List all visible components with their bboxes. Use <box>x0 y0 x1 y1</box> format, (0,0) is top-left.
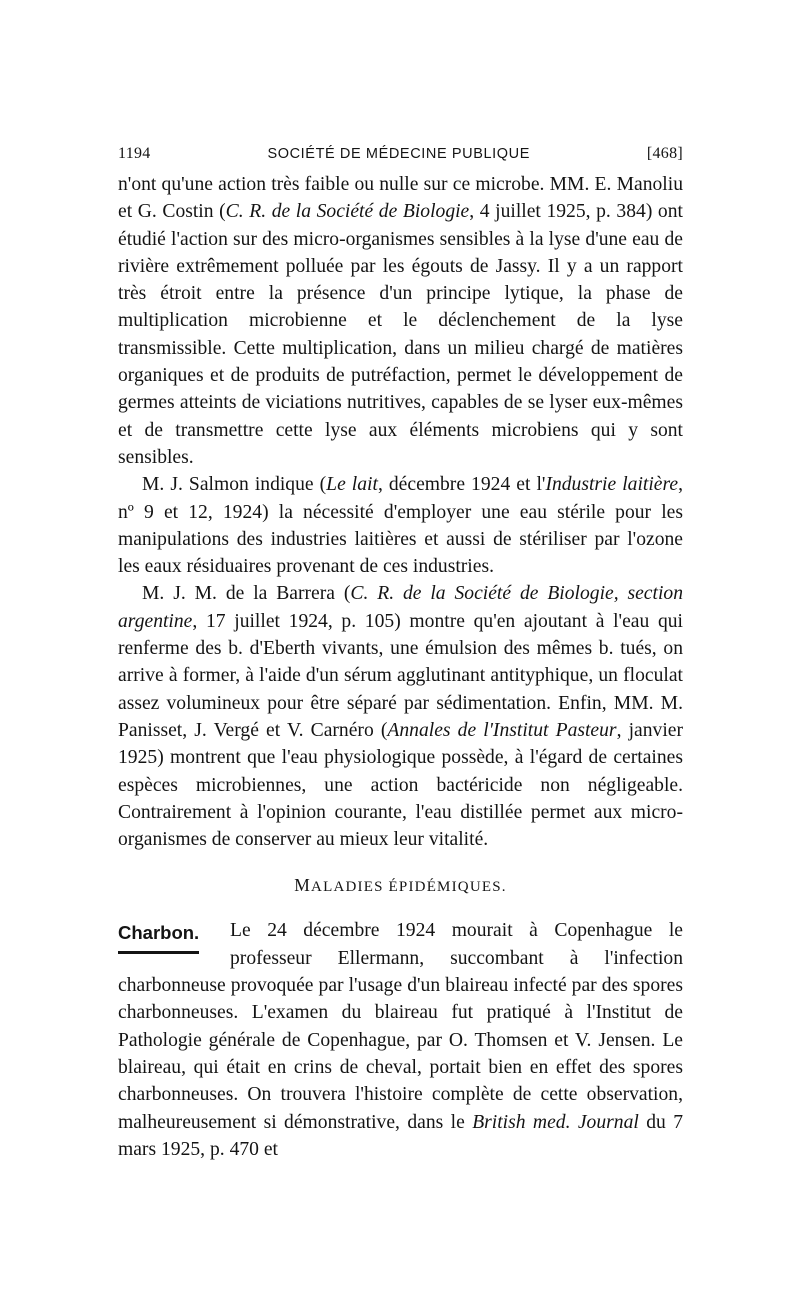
charbon-text-a: Le 24 décembre 1924 mourait à Copenhague le professeur Ellermann, succombant à l'infection charbonneuse provoquée par l'usage d'un blaireau infecté par des spores charbonneuses. L'examen du blaireau fut pratiqué à l'Institut de Pathologie générale de Copenhague, par O. Thomsen et V. Jensen. Le blaireau, qui était en crins de cheval, portait bien en effet des spores charbonneuses. On trouvera l'histoire complète de cette observation, malheureusement si démonstrative, dans le <box>118 920 683 1133</box>
citation-annales-pasteur: Annales de l'Institut Pasteur <box>387 719 617 741</box>
charbon-side-heading <box>118 917 230 953</box>
paragraph-3-text-c: , janvier 1925) montrent que l'eau physiologique possède, à l'égard de certaines espèces microbiennes, une action bactéricide non négligeable. Contrairement à l'opinion courante, l'eau distillée permet aux micro-organismes de conserver au mieux leur vitalité. <box>118 719 683 851</box>
paragraph-1-line-1: n'ont qu'une action très faible ou nulle sur ce microbe. <box>118 174 545 195</box>
running-header <box>118 145 683 171</box>
paragraph-2-text-b: , décembre 1924 et l' <box>377 474 546 496</box>
paragraph-2-text-a: M. J. Salmon indique ( <box>142 474 327 496</box>
citation-british-med-journal: British med. Journal <box>472 1111 639 1133</box>
paragraph-3-text-a: M. J. M. de la Barrera ( <box>142 583 351 605</box>
document-page <box>118 145 683 1163</box>
paragraph-1-text-a: MM. E. Manoliu et G. Costin ( <box>118 174 683 223</box>
citation-industrie-laitiere: Industrie laitière <box>545 474 679 496</box>
body-text <box>118 171 683 853</box>
citation-cr-biologie: C. R. de la Société de Biologie <box>225 201 470 223</box>
paragraph-1 <box>118 171 683 471</box>
paragraph-3-text-b: , 17 juillet 1924, p. 105) montre qu'en ajoutant à l'eau qui renferme des b. d'Eberth vivants, une émulsion des mêmes b. tués, on arrive à former, à l'aide d'un sérum agglutinant antityphique, un floculat assez volumineux pour être séparé par sédimentation. Enfin, MM. M. Panisset, J. Vergé et V. Carnéro ( <box>118 610 683 741</box>
bracket-page-number: [468] <box>646 145 683 162</box>
section-heading-rest: ALADIES ÉPIDÉMIQUES. <box>311 879 507 896</box>
paragraph-2-text-c: , nº 9 et 12, 1924) la nécessité d'employer une eau stérile pour les manipulations des industries laitières et aussi de stériliser par l'ozone les eaux résiduaires provenant de ces industries. <box>118 474 683 578</box>
section-heading <box>118 875 683 899</box>
charbon-paragraph <box>118 917 683 1163</box>
paragraph-2 <box>118 471 683 580</box>
section-heading-initial: M <box>294 875 312 896</box>
charbon-text-b: du 7 mars 1925, p. 470 et <box>118 1111 684 1160</box>
running-title: SOCIÉTÉ DE MÉDECINE PUBLIQUE <box>267 146 530 162</box>
page-number: 1194 <box>118 145 151 162</box>
paragraph-1-text-b: , 4 juillet 1925, p. 384) ont étudié l'action sur des micro-organismes sensibles à la lyse d'une eau de rivière extrêmement polluée par les égouts de Jassy. Il y a un rapport très étroit entre la présence d'un principe lytique, la phase de multiplication microbienne et le déclenchement de la lyse transmissible. Cette multiplication, dans un milieu chargé de matières organiques et de produits de putréfaction, permet le développement de germes atteints de viciations nutritives, capables de se lyser eux-mêmes et de transmettre cette lyse aux éléments microbiens qui y sont sensibles. <box>118 201 683 468</box>
paragraph-3 <box>118 580 683 853</box>
charbon-label: Charbon. <box>118 919 199 953</box>
citation-le-lait: Le lait <box>326 474 378 496</box>
citation-cr-biologie-argentine: C. R. de la Société de Biologie, section argentine <box>118 583 683 632</box>
